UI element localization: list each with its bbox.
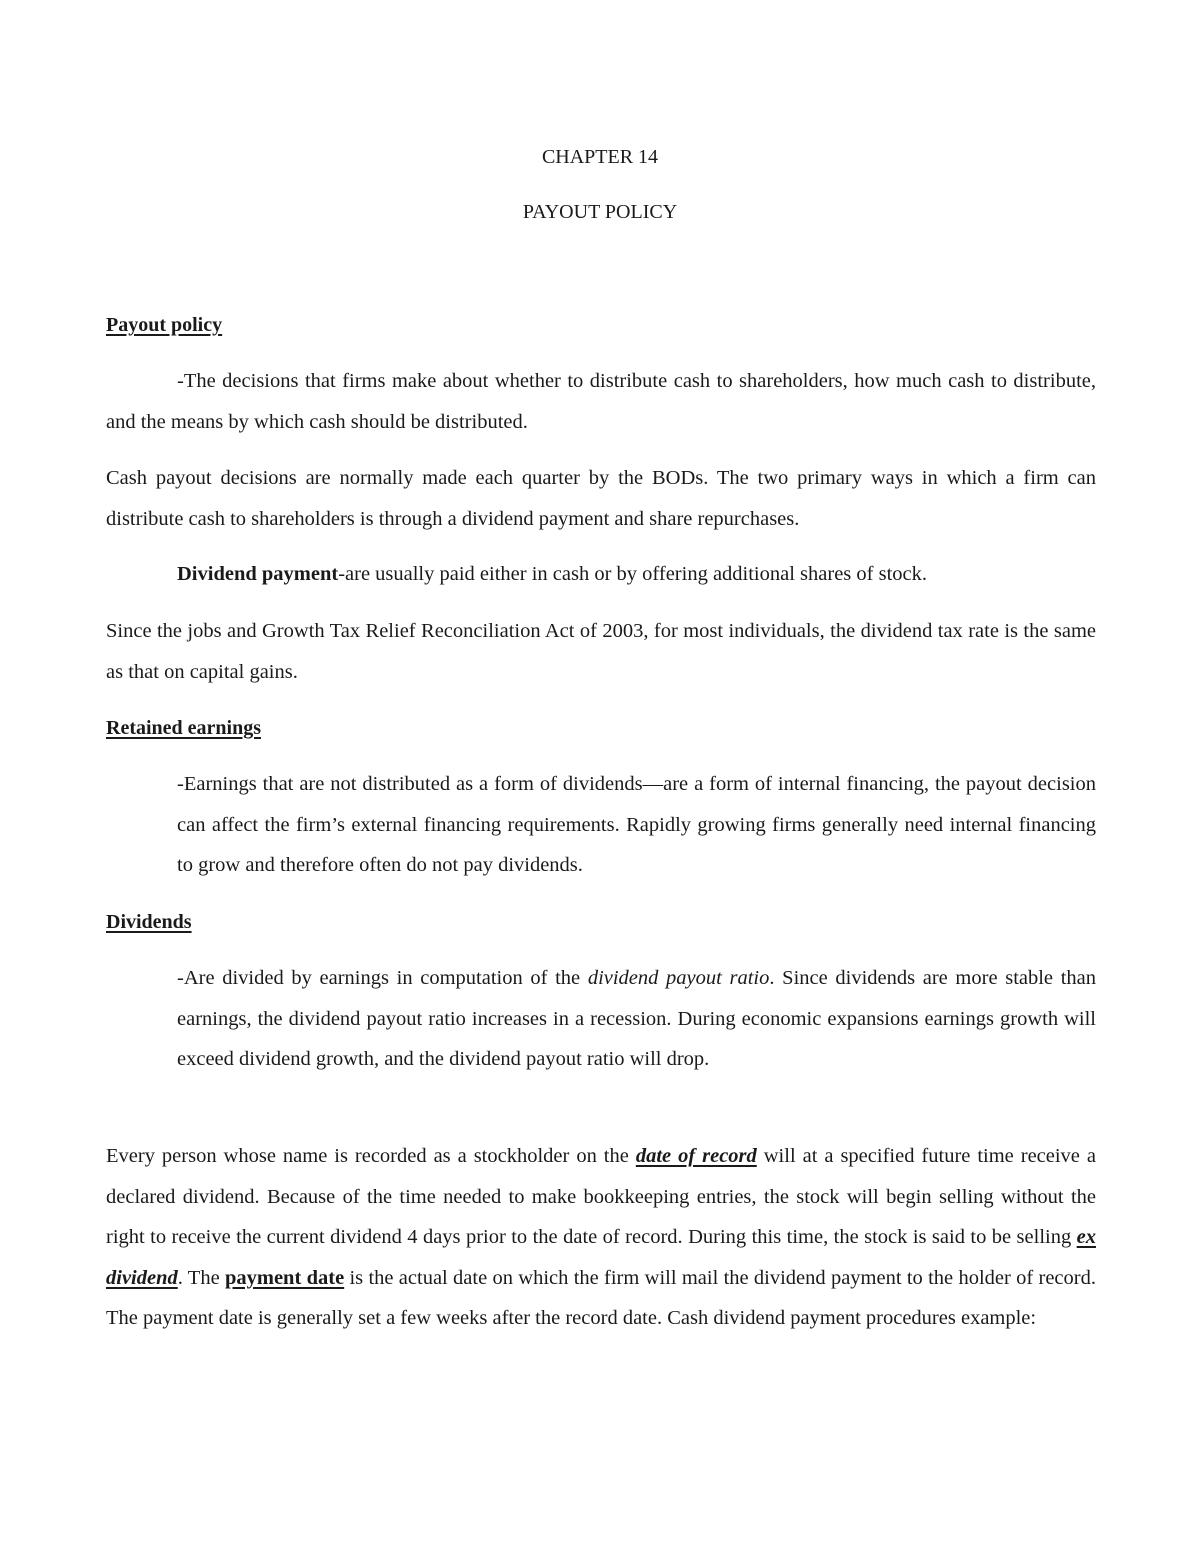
retained-earnings-paragraph: -Earnings that are not distributed as a form of dividends—are a form of internal financing, the payout decision can affect the firm’s external financing requirements. Rapidly growing firms generally need internal financing to grow and therefore often do not pay dividends. [177, 773, 1096, 876]
chapter-label: CHAPTER 14 [541, 146, 659, 168]
record-part2: will at a specified future time receive a declared dividend. Because of the time needed to make bookkeeping entries, the stock will begin selling without the right to receive the current dividend 4 days prior to the date of record. During this time, the stock is said to be selling [106, 1145, 1096, 1248]
record-part3: . The [177, 1266, 225, 1289]
record-part1: Every person whose name is recorded as a stockholder on the [106, 1145, 636, 1167]
payout-policy-definition: -The decisions that firms make about whether to distribute cash to shareholders, how much cash to distribute, and the means by which cash should be distributed. [106, 370, 1096, 433]
heading-dividends: Dividends [106, 911, 192, 933]
dividends-paragraph [177, 958, 1096, 1080]
payment-date-term: payment date [224, 1266, 345, 1289]
dividend-payment-text: -are usually paid either in cash or by offering additional shares of stock. [338, 563, 928, 585]
chapter-title: PAYOUT POLICY [522, 201, 678, 223]
dividend-payout-ratio-term: dividend payout ratio [587, 967, 770, 989]
dividend-payment-term: Dividend payment [177, 563, 339, 585]
dividends-text-before: -Are divided by earnings in computation of the [177, 967, 588, 989]
heading-retained-earnings: Retained earnings [106, 717, 261, 739]
tax-act-paragraph: Since the jobs and Growth Tax Relief Reconciliation Act of 2003, for most individuals, the dividend tax rate is the same as that on capital gains. [106, 620, 1096, 683]
date-of-record-term: date of record [635, 1145, 757, 1167]
record-part4: is the actual date on which the firm will mail the dividend payment to the holder of record. The payment date is generally set a few weeks after the record date. Cash dividend payment procedures example: [106, 1266, 1096, 1329]
dividends-text-after: . Since dividends are more stable than earnings, the dividend payout ratio increases in a recession. During economic expansions earnings growth will exceed dividend growth, and the dividend payout ratio will drop. [177, 967, 1096, 1070]
cash-payout-paragraph: Cash payout decisions are normally made each quarter by the BODs. The two primary ways in which a firm can distribute cash to shareholders is through a dividend payment and share repurchases. [106, 467, 1096, 530]
ex-dividend-term: ex dividend [106, 1226, 1096, 1289]
dividend-payment-paragraph [106, 554, 1096, 595]
heading-payout-policy: Payout policy [106, 314, 223, 336]
record-date-paragraph [106, 1136, 1096, 1339]
